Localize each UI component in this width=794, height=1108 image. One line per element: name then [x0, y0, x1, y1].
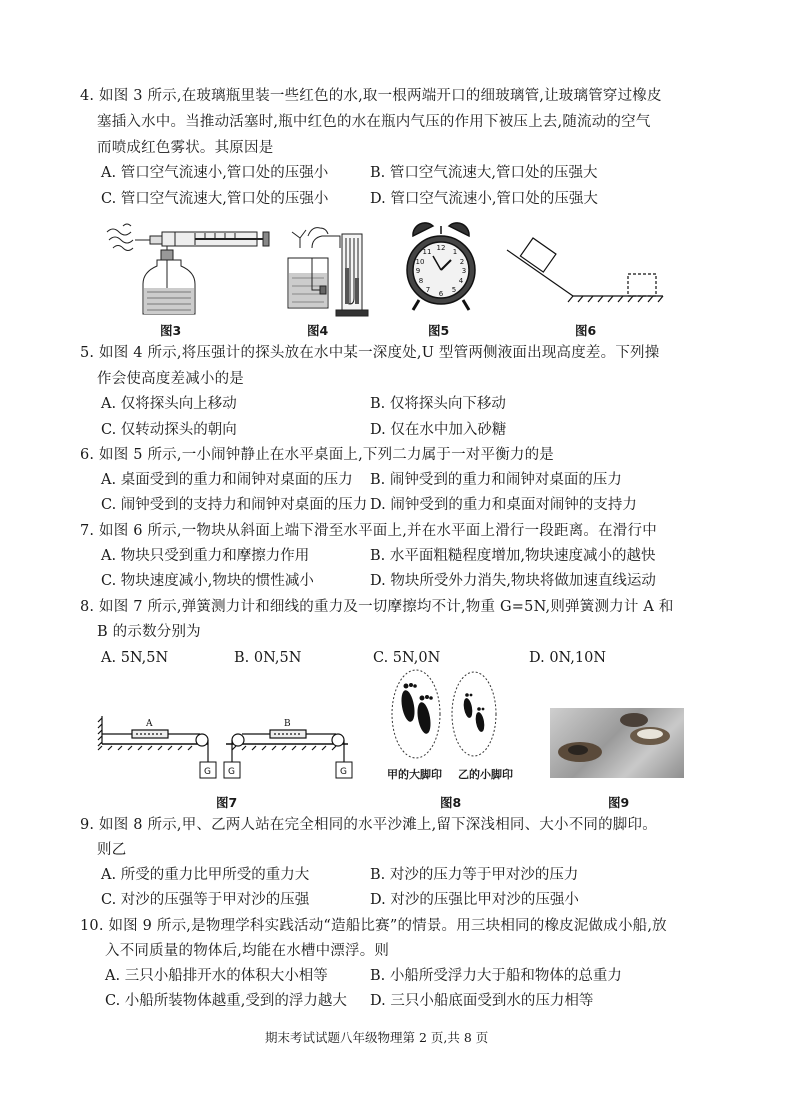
svg-text:7: 7 — [425, 286, 431, 294]
option-c[interactable]: C. 仅转动探头的朝向 — [101, 422, 237, 438]
page-footer: 期末考试试题八年级物理第 2 页,共 8 页 — [265, 1030, 489, 1045]
figure-4-pressure-gauge — [278, 218, 383, 318]
option-c[interactable]: C. 对沙的压强等于甲对沙的压强 — [101, 892, 310, 908]
svg-text:8: 8 — [418, 277, 424, 285]
weight-g-label: G — [204, 767, 211, 777]
svg-text:11: 11 — [422, 248, 432, 256]
option-c[interactable]: C. 闹钟受到的支持力和闹钟对桌面的压力 — [101, 497, 368, 513]
option-d[interactable]: D. 闹钟受到的重力和桌面对闹钟的支持力 — [370, 497, 637, 513]
figure-5-alarm-clock — [405, 220, 477, 314]
option-c[interactable]: C. 物块速度减小,物块的惯性减小 — [101, 573, 314, 589]
figure-7-setup-b — [222, 712, 362, 782]
question-text: 入不同质量的物体后,均能在水槽中漂浮。则 — [105, 943, 390, 959]
option-c[interactable]: C. 5N,0N — [373, 650, 441, 666]
option-d[interactable]: D. 对沙的压强比甲对沙的压强小 — [370, 892, 579, 908]
figure-6-caption: 图6 — [575, 323, 597, 338]
option-d[interactable]: D. 物块所受外力消失,物块将做加速直线运动 — [370, 573, 656, 589]
option-b[interactable]: B. 对沙的压力等于甲对沙的压力 — [370, 867, 579, 883]
question-text: 10. 如图 9 所示,是物理学科实践活动“造船比赛”的情景。用三块相同的橡皮泥做成小船,放 — [80, 918, 667, 934]
question-text: 塞插入水中。当推动活塞时,瓶中红色的水在瓶内气压的作用下被压上去,随流动的空气 — [97, 114, 651, 130]
option-a[interactable]: A. 所受的重力比甲所受的重力大 — [101, 867, 310, 883]
svg-text:6: 6 — [438, 290, 444, 298]
weight-g-label: G — [340, 767, 347, 777]
figure-8-caption: 图8 — [440, 795, 462, 810]
option-d[interactable]: D. 三只小船底面受到水的压力相等 — [370, 993, 594, 1009]
option-a[interactable]: A. 三只小船排开水的体积大小相等 — [105, 968, 328, 984]
question-text: 则乙 — [97, 842, 127, 858]
figure-4-caption: 图4 — [307, 323, 329, 338]
option-d[interactable]: D. 仅在水中加入砂糖 — [370, 422, 507, 438]
option-b[interactable]: B. 闹钟受到的重力和闹钟对桌面的压力 — [370, 472, 622, 488]
svg-text:4: 4 — [458, 277, 464, 285]
option-a[interactable]: A. 5N,5N — [101, 650, 169, 666]
figure-8-footprints — [386, 668, 506, 780]
question-text: B 的示数分别为 — [97, 624, 201, 640]
figure-9-photo — [550, 708, 684, 778]
option-d[interactable]: D. 0N,10N — [529, 650, 607, 666]
option-d[interactable]: D. 管口空气流速小,管口处的压强大 — [370, 191, 598, 207]
option-c[interactable]: C. 管口空气流速大,管口处的压强小 — [101, 191, 329, 207]
figure-3-spray-bottle — [105, 218, 275, 318]
option-b[interactable]: B. 0N,5N — [234, 650, 302, 666]
option-a[interactable]: A. 管口空气流速小,管口处的压强小 — [101, 165, 329, 181]
svg-text:5: 5 — [451, 286, 457, 294]
option-a[interactable]: A. 物块只受到重力和摩擦力作用 — [101, 548, 310, 564]
option-b[interactable]: B. 水平面粗糙程度增加,物块速度减小的越快 — [370, 548, 656, 564]
question-text: 7. 如图 6 所示,一物块从斜面上端下滑至水平面上,并在水平面上滑行一段距离。在滑行中 — [80, 523, 657, 539]
svg-text:1: 1 — [452, 248, 458, 256]
figure-9-caption: 图9 — [608, 795, 630, 810]
figure-3-caption: 图3 — [160, 323, 182, 338]
figure-8-right-label: 乙的小脚印 — [458, 768, 513, 781]
question-text: 作会使高度差减小的是 — [97, 371, 244, 387]
option-b[interactable]: B. 仅将探头向下移动 — [370, 396, 506, 412]
svg-text:9: 9 — [415, 267, 421, 275]
weight-g-label: G — [228, 767, 235, 777]
figure-8-left-label: 甲的大脚印 — [387, 768, 442, 781]
figure-5-caption: 图5 — [428, 323, 450, 338]
option-c[interactable]: C. 小船所装物体越重,受到的浮力越大 — [105, 993, 347, 1009]
question-text: 5. 如图 4 所示,将压强计的探头放在水中某一深度处,U 型管两侧液面出现高度差。下列操 — [80, 345, 660, 361]
svg-text:3: 3 — [461, 267, 467, 275]
scale-a-label: A — [146, 719, 153, 729]
svg-text:12: 12 — [436, 244, 446, 252]
question-text: 4. 如图 3 所示,在玻璃瓶里装一些红色的水,取一根两端开口的细玻璃管,让玻璃管穿过橡皮 — [80, 88, 662, 104]
question-text: 8. 如图 7 所示,弹簧测力计和细线的重力及一切摩擦均不计,物重 G=5N,则弹簧测力计 A 和 — [80, 599, 674, 615]
figure-7-caption: 图7 — [216, 795, 238, 810]
scale-b-label: B — [284, 719, 291, 729]
svg-text:2: 2 — [459, 258, 465, 266]
svg-text:10: 10 — [415, 258, 425, 266]
question-text: 6. 如图 5 所示,一小闹钟静止在水平桌面上,下列二力属于一对平衡力的是 — [80, 447, 555, 463]
figure-7-setup-a — [98, 712, 218, 782]
option-b[interactable]: B. 小船所受浮力大于船和物体的总重力 — [370, 968, 622, 984]
question-text: 9. 如图 8 所示,甲、乙两人站在完全相同的水平沙滩上,留下深浅相同、大小不同的脚印。 — [80, 817, 657, 833]
option-a[interactable]: A. 桌面受到的重力和闹钟对桌面的压力 — [101, 472, 353, 488]
question-text: 而喷成红色雾状。其原因是 — [97, 140, 274, 156]
option-a[interactable]: A. 仅将探头向上移动 — [101, 396, 237, 412]
figure-6-incline — [503, 228, 673, 308]
option-b[interactable]: B. 管口空气流速大,管口处的压强大 — [370, 165, 598, 181]
